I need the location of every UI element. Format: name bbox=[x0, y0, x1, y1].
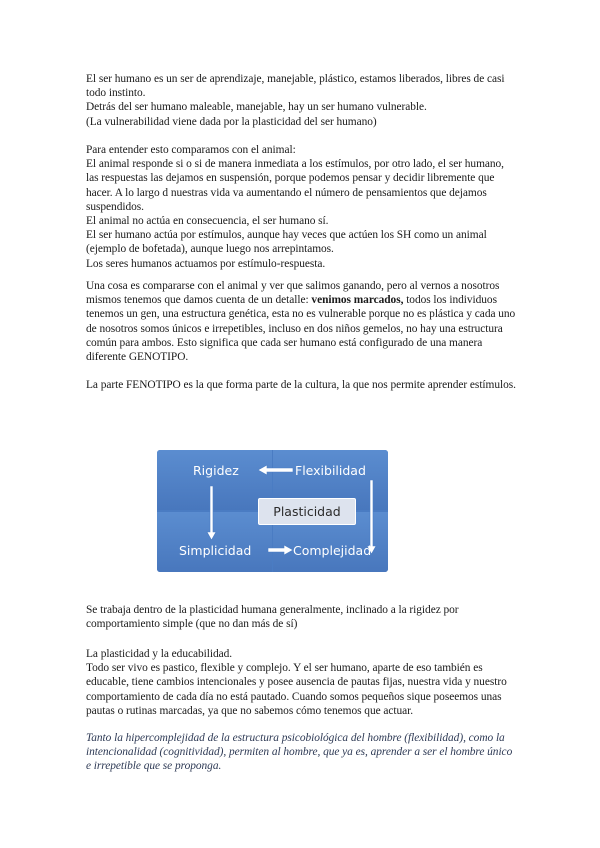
plasticity-work-paragraph bbox=[86, 603, 516, 631]
text-line: Tanto la hipercomplejidad de la estructura psicobiológica del hombre (flexibilidad), como la intencionalidad (cognitividad), permiten al hombre, que ya es, aprender a ser el hombre único e irrepetible que se proponga. bbox=[86, 732, 513, 773]
arrow-right-icon bbox=[268, 545, 293, 555]
educability-paragraph bbox=[86, 647, 516, 718]
intro-paragraph bbox=[86, 72, 516, 129]
text-line bbox=[86, 279, 516, 364]
label-simplicidad: Simplicidad bbox=[179, 543, 252, 558]
center-box-plasticidad: Plasticidad bbox=[258, 498, 356, 525]
text-run: todos los individuos tenemos un gen, una estructura genética, esta no es vulnerable porque no es plástica y cada uno de nosotros somos únicos e irrepetibles, incluso en dos niños gemelos, no hay una estructura común para ambos. Esto significa que cada ser humano está configurado de una manera diferente GENOTIPO. bbox=[86, 294, 516, 364]
animal-comparison-paragraph bbox=[86, 143, 516, 271]
text-line: El ser humano actúa por estímulos, aunque hay veces que actúen los SH como un animal (ejemplo de bofetada), aunque luego nos arrepintamos. bbox=[86, 229, 487, 256]
phenotype-paragraph bbox=[86, 378, 516, 392]
label-rigidez: Rigidez bbox=[193, 463, 239, 478]
text-line: El animal no actúa en consecuencia, el ser humano sí. bbox=[86, 215, 329, 228]
text-line: El animal responde si o si de manera inmediata a los estímulos, por otro lado, el ser humano, las respuestas las dejamos en suspensión, porque podemos pensar y decidir libremente que hacer. A lo largo d nuestras vida va aumentando el número de pensamientos que dejamos suspendidos. bbox=[86, 158, 504, 213]
arrow-left-icon bbox=[258, 465, 293, 475]
text-line: Detrás del ser humano maleable, manejable, hay un ser humano vulnerable. bbox=[86, 101, 427, 114]
arrow-down-icon bbox=[207, 486, 216, 540]
text-line: El ser humano es un ser de aprendizaje, manejable, plástico, estamos liberados, libres de casi todo instinto. bbox=[86, 73, 505, 100]
bold-emphasis: venimos marcados, bbox=[311, 294, 404, 307]
text-line: Se trabaja dentro de la plasticidad humana generalmente, inclinado a la rigidez por comportamiento simple (que no dan más de sí) bbox=[86, 604, 459, 631]
text-run: Una cosa es compararse con el animal y ver que salimos ganando, pero al vernos a nosotros mismos tenemos que damos cuenta de un detalle: bbox=[86, 280, 500, 307]
text-line: (La vulnerabilidad viene dada por la plasticidad del ser humano) bbox=[86, 115, 377, 128]
text-line: Todo ser vivo es pastico, flexible y complejo. Y el ser humano, aparte de eso también es educable, tiene cambios intencionales y posee ausencia de pautas fijas, nuestra vida y nuestro comportamiento de cada día no está pautado. Cuando somos pequeños sique poseemos unas pautas o rutinas marcadas, ya que no sabemos cómo tenemos que actuar. bbox=[86, 662, 507, 717]
genotype-paragraph bbox=[86, 279, 516, 364]
plasticity-diagram bbox=[157, 450, 388, 572]
text-line: Los seres humanos actuamos por estímulo-respuesta. bbox=[86, 257, 326, 270]
label-flexibilidad: Flexibilidad bbox=[295, 463, 366, 478]
italic-conclusion-paragraph bbox=[86, 731, 516, 774]
section-heading: La plasticidad y la educabilidad. bbox=[86, 648, 233, 660]
text-line: La parte FENOTIPO es la que forma parte de la cultura, la que nos permite aprender estímulos. bbox=[86, 379, 516, 391]
text-line: Para entender esto comparamos con el animal: bbox=[86, 144, 296, 156]
label-complejidad: Complejidad bbox=[293, 543, 372, 558]
